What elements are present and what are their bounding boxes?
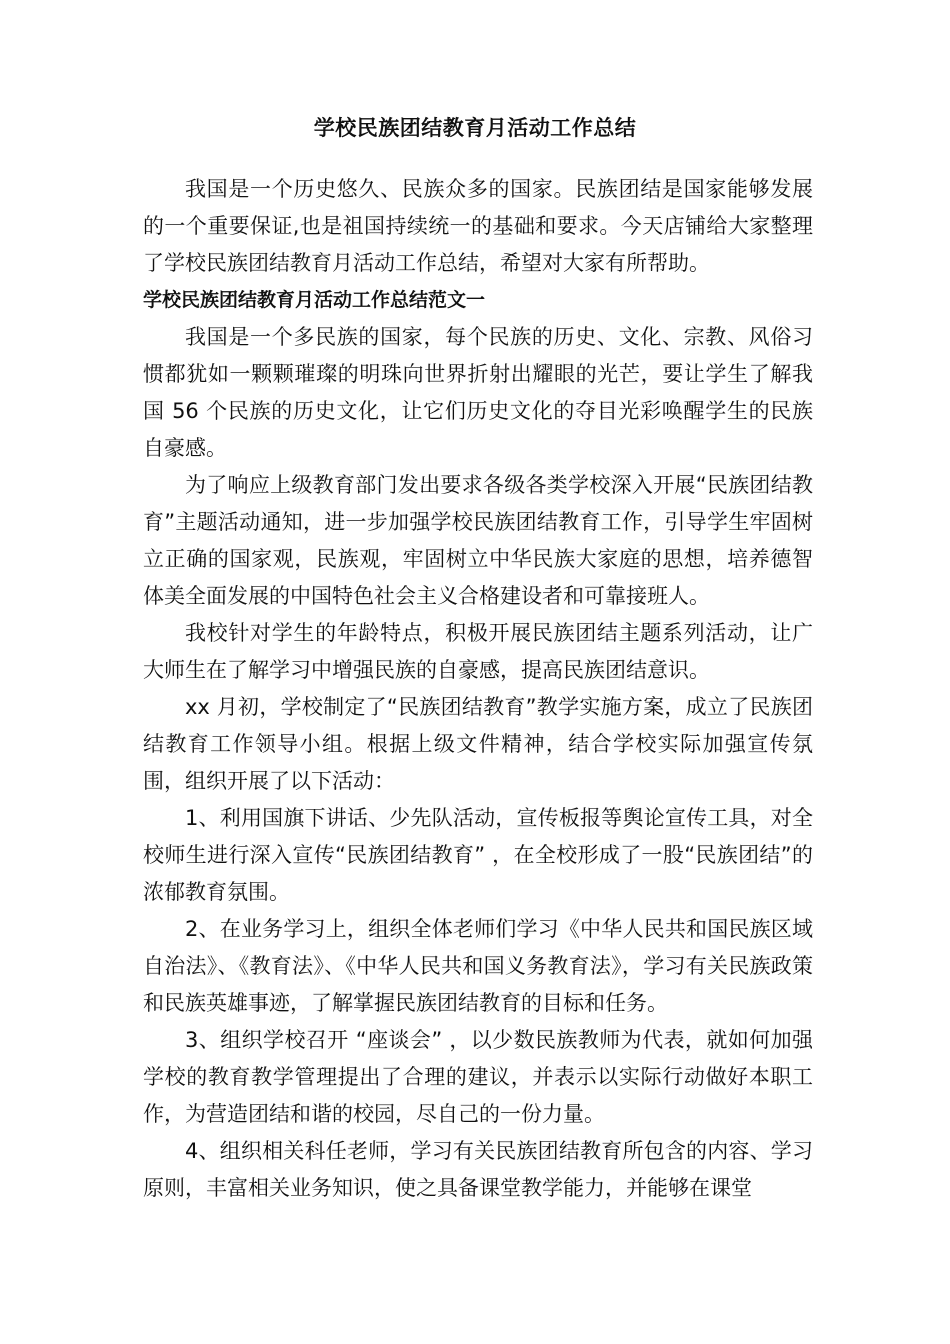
body-paragraph: 我国是一个多民族的国家，每个民族的历史、文化、宗教、风俗习惯都犹如一颗颗璀璨的明珠向世界折射出耀眼的光芒，要让学生了解我国 56 个民族的历史文化，让它们历史文化的夺目光彩唤醒学生的民族自豪感。	[143, 325, 813, 460]
document-body	[143, 171, 813, 1207]
document-title: 学校民族团结教育月活动工作总结	[313, 116, 637, 140]
intro-paragraph: 我国是一个历史悠久、民族众多的国家。民族团结是国家能够发展的一个重要保证,也是祖国持续统一的基础和要求。今天店铺给大家整理了学校民族团结教育月活动工作总结，希望对大家有所帮助。	[143, 177, 813, 275]
list-item-paragraph: 3、组织学校召开 “座谈会” ，以少数民族教师为代表，就如何加强学校的教育教学管理提出了合理的建议，并表示以实际行动做好本职工作，为营造团结和谐的校园，尽自己的一份力量。	[143, 1028, 813, 1126]
body-paragraph: 我校针对学生的年龄特点，积极开展民族团结主题系列活动，让广大师生在了解学习中增强民族的自豪感，提高民族团结意识。	[143, 621, 813, 682]
list-item-paragraph: 4、组织相关科任老师，学习有关民族团结教育所包含的内容、学习原则，丰富相关业务知识，使之具备课堂教学能力，并能够在课堂	[143, 1139, 813, 1200]
body-paragraph: xx 月初，学校制定了“民族团结教育”教学实施方案，成立了民族团结教育工作领导小组。根据上级文件精神，结合学校实际加强宣传氛围，组织开展了以下活动：	[143, 695, 813, 793]
list-item-paragraph: 2、在业务学习上，组织全体老师们学习《中华人民共和国民族区域自治法》、《教育法》、《中华人民共和国义务教育法》，学习有关民族政策和民族英雄事迹，了解掌握民族团结教育的目标和任务。	[143, 917, 813, 1015]
body-paragraph: 为了响应上级教育部门发出要求各级各类学校深入开展“民族团结教育”主题活动通知，进一步加强学校民族团结教育工作，引导学生牢固树立正确的国家观，民族观，牢固树立中华民族大家庭的思想，培养德智体美全面发展的中国特色社会主义合格建设者和可靠接班人。	[143, 473, 813, 608]
list-item-paragraph: 1、利用国旗下讲话、少先队活动，宣传板报等舆论宣传工具，对全校师生进行深入宣传“民族团结教育” ，在全校形成了一股“民族团结”的浓郁教育氛围。	[143, 806, 813, 904]
section-heading: 学校民族团结教育月活动工作总结范文一	[143, 289, 486, 311]
